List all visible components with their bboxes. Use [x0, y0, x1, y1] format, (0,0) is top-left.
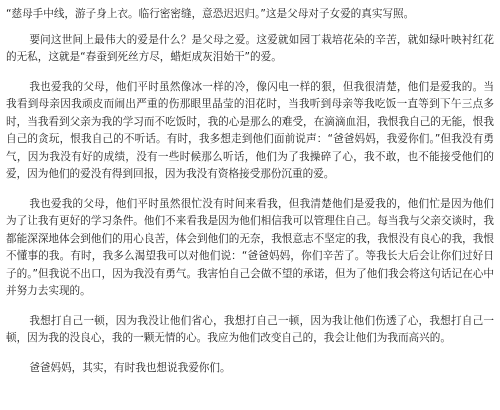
- paragraph-closing: 爸爸妈妈，其实，有时我也想说我爱你们。: [29, 361, 231, 374]
- paragraph-love-parents-two: 我也爱我的父母，他们平时虽然很忙没有时间来看我，但我清楚他们是爱我的，他们忙是因为他们为了让我有更好的学习条件。他们不来看我是因为他们相信我可以管理住自己。每当我与父亲交谈时，我都能深深地体会到他们的用心良苦，体会到他们的无奈，我恨意志不坚定的我，我恨没有良心的我，我恨不懂事的我。有时，我多么渴望我可以对他们说：“爸爸妈妈，你们辛苦了。等我长大后会让你们过好日子的。”但我说不出口，因为我没有勇气。我害怕自己会做不望的承诺，但为了他们我会将这句话记在心中并努力去实现的。: [6, 197, 494, 297]
- paragraph-greatest-love: 要问这世间上最伟大的爱是什么？是父母之爱。这爱就如园丁栽培花朵的辛苦，就如绿叶映衬红花的无私，这就是“春蚕到死丝方尽，蜡炬成灰泪始干”的爱。: [6, 33, 494, 63]
- paragraph-poem-quote: “慈母手中线，游子身上衣。临行密密缝，意恐迟迟归。”这是父母对子女爱的真实写照。: [6, 8, 415, 20]
- paragraph-want-to-hit-myself: 我想打自己一顿，因为我没让他们省心，我想打自己一顿，因为我让他们伤透了心，我想打自己一顿，因为我的没良心，我的一颗无情的心。我应为他们改变自己的，我会让他们为我而高兴的。: [6, 314, 494, 344]
- paragraph-love-parents-one: 我也爱我的父母，他们平时虽然像冰一样的冷，像闪电一样的狠，但我很清楚，他们是爱我的。当我看到母亲因我顽皮而闹出严重的伤那眼里晶莹的泪花时，当我听到母亲等我吃饭一直等到下午三点多时，当我看到父亲为我的学习而不吃饭时，我的心是那么的难受，在滴滴血泪，我恨我自己的无能，恨我自己的贪玩，恨我自己的不听话。有时，我多想走到他们面前说声：“爸爸妈妈，我爱你们。”但我没有勇气，因为我没有好的成绩，没有一些时候那么听话，他们为了我操碎了心，我不敢，也不能接受他们的爱，因为他们的爱没有得到回报，因为我没有资格接受那份沉重的爱。: [6, 80, 494, 180]
